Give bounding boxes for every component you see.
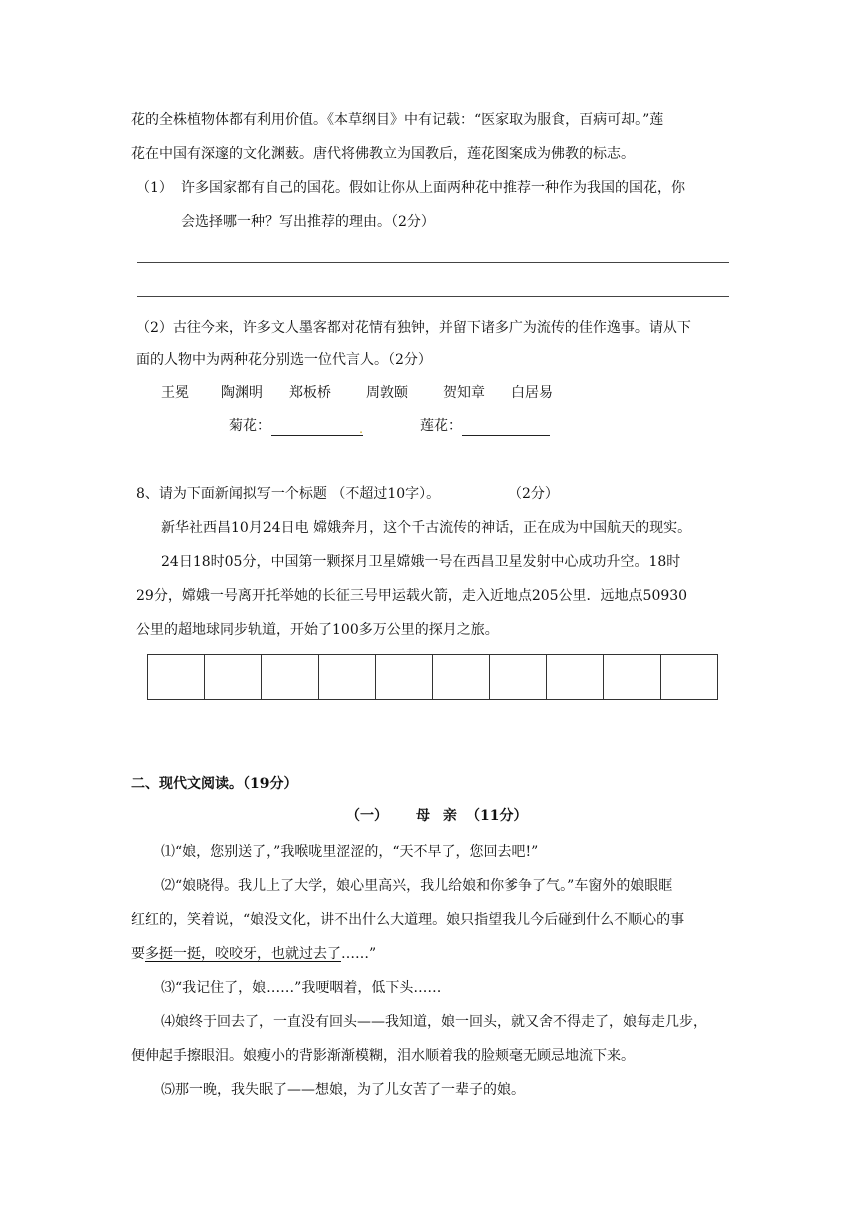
grid-cell[interactable] <box>205 655 262 700</box>
paragraph-3: ⑶“我记住了，娘……”我哽咽着，低下头…… <box>161 980 442 996</box>
grid-cell[interactable] <box>376 655 433 700</box>
paragraph-5: ⑸那一晚，我失眠了——想娘，为了儿女苦了一辈子的娘。 <box>161 1082 525 1098</box>
section-heading: 二、现代文阅读。（19分） <box>131 776 298 792</box>
news-line-1: 新华社西昌10月24日电 嫦娥奔月，这个千古流传的神话，正在成为中国航天的现实。 <box>161 520 692 536</box>
answer-mark: . <box>359 422 363 436</box>
news-line-2: 24日18时05分，中国第一颗探月卫星嫦娥一号在西昌卫星发射中心成功升空。18时 <box>161 554 681 570</box>
news-line-3: 29分，嫦娥一号离开托举她的长征三号甲运载火箭，走入近地点205公里．远地点50930 <box>136 588 688 604</box>
paragraph-2-line-3 <box>131 944 376 964</box>
headline-answer-grid <box>147 654 718 700</box>
grid-cell[interactable] <box>490 655 547 700</box>
paragraph-2-post: ……” <box>341 946 377 962</box>
name-tao-yuanming: 陶渊明 <box>221 385 263 401</box>
name-wang-mian: 王冕 <box>161 385 189 401</box>
name-bai-juyi: 白居易 <box>511 385 553 401</box>
paragraph-2-line-2: 红红的，笑着说，“娘没文化，讲不出什么大道理。娘只指望我儿今后碰到什么不顺心的事 <box>131 912 685 928</box>
chrysanthemum-label: 菊花： <box>229 418 271 434</box>
lotus-label: 莲花： <box>420 418 462 434</box>
subsection-score: （11分） <box>466 808 528 824</box>
grid-cell[interactable] <box>547 655 604 700</box>
q2-line-2: 面的人物中为两种花分别选一位代言人。（2分） <box>136 352 432 368</box>
intro-line-1: 花的全株植物体都有利用价值。《本草纲目》中有记载：“医家取为服食，百病可却。”莲 <box>131 112 664 128</box>
grid-cell[interactable] <box>604 655 661 700</box>
paragraph-2-pre: 要 <box>131 946 145 962</box>
grid-cell[interactable] <box>661 655 718 700</box>
name-zhou-dunyi: 周敦颐 <box>366 385 408 401</box>
grid-cell[interactable] <box>319 655 376 700</box>
subsection-part: （一） <box>346 808 388 824</box>
paragraph-4-line-1: ⑷娘终于回去了，一直没有回头——我知道，娘一回头，就又舍不得走了，娘每走几步， <box>161 1014 707 1030</box>
lotus-field <box>420 416 550 436</box>
grid-cell[interactable] <box>262 655 319 700</box>
grid-cell[interactable] <box>433 655 490 700</box>
lotus-blank[interactable] <box>462 419 550 436</box>
answer-line-2[interactable] <box>137 296 729 297</box>
candidate-names <box>161 383 553 403</box>
intro-line-2: 花在中国有深邃的文化渊薮。唐代将佛教立为国教后，莲花图案成为佛教的标志。 <box>131 146 635 162</box>
q2-line-1: （2）古往今来，许多文人墨客都对花情有独钟，并留下诸多广为流传的佳作逸事。请从下 <box>136 320 691 336</box>
q8-prompt: 8、请为下面新闻拟写一个标题 （不超过10字）。 <box>136 486 441 502</box>
news-line-4: 公里的超地球同步轨道，开始了100多万公里的探月之旅。 <box>136 622 499 638</box>
name-zheng-banqiao: 郑板桥 <box>289 385 331 401</box>
subsection-title: 母 亲 <box>416 808 461 824</box>
q1-line-2: 会选择哪一种？写出推荐的理由。（2分） <box>181 214 435 230</box>
paragraph-1: ⑴“娘，您别送了，”我喉咙里涩涩的，“天不早了，您回去吧!” <box>161 844 539 860</box>
q1-line-1: 许多国家都有自己的国花。假如让你从上面两种花中推荐一种作为我国的国花，你 <box>181 180 685 196</box>
grid-cell[interactable] <box>148 655 205 700</box>
answer-line-1[interactable] <box>137 262 729 263</box>
chrysanthemum-blank[interactable] <box>271 419 363 436</box>
chrysanthemum-field <box>229 416 363 436</box>
paragraph-2-line-1: ⑵“娘晓得。我儿上了大学，娘心里高兴，我儿给娘和你爹争了气。”车窗外的娘眼眶 <box>161 878 673 894</box>
name-he-zhizhang: 贺知章 <box>443 385 485 401</box>
q8-score: （2分） <box>508 486 559 502</box>
q1-number: （1） <box>136 180 173 196</box>
paragraph-4-line-2: 便伸起手擦眼泪。娘瘦小的背影渐渐模糊，泪水顺着我的脸颊毫无顾忌地流下来。 <box>131 1048 635 1064</box>
underlined-phrase: 多挺一挺，咬咬牙，也就过去了 <box>145 946 341 962</box>
